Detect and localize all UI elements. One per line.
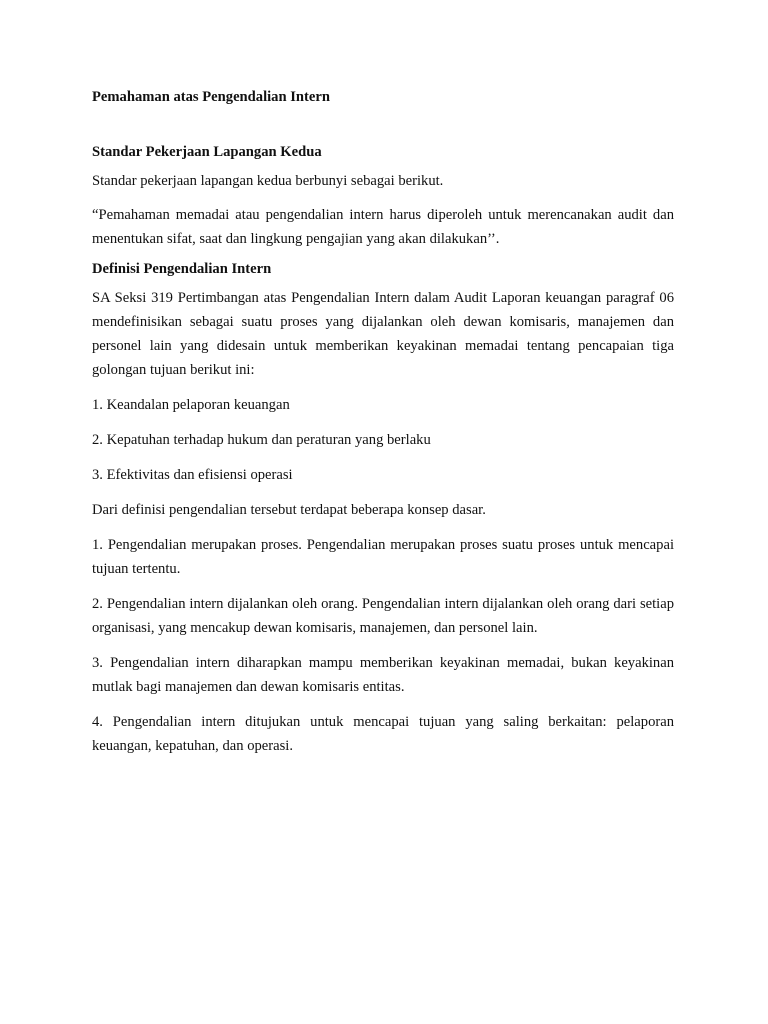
section-heading-standar: Standar Pekerjaan Lapangan Kedua [92,144,322,160]
list-item-concept: 4. Pengendalian intern ditujukan untuk mencapai tujuan yang saling berkaitan: pelaporan keuangan, kepatuhan, dan operasi. [92,714,674,754]
list-item-concept: 2. Pengendalian intern dijalankan oleh orang. Pengendalian intern dijalankan oleh orang dari setiap organisasi, yang mencakup dewan komisaris, manajemen, dan personel lain. [92,596,674,636]
list-item-goal: 2. Kepatuhan terhadap hukum dan peraturan yang berlaku [92,432,431,448]
list-item-concept: 1. Pengendalian merupakan proses. Pengendalian merupakan proses suatu proses untuk mencapai tujuan tertentu. [92,537,674,577]
list-item-goal: 3. Efektivitas dan efisiensi operasi [92,467,293,483]
list-item-goal: 1. Keandalan pelaporan keuangan [92,397,290,413]
paragraph-concepts-intro: Dari definisi pengendalian tersebut terdapat beberapa konsep dasar. [92,502,486,518]
document-title: Pemahaman atas Pengendalian Intern [92,89,330,105]
section-heading-definisi: Definisi Pengendalian Intern [92,261,272,277]
paragraph-definition: SA Seksi 319 Pertimbangan atas Pengendalian Intern dalam Audit Laporan keuangan paragraf 06 mendefinisikan sebagai suatu proses yang dijalankan oleh dewan komisaris, manajemen dan personel lain yang didesain untuk memberikan keyakinan memadai tentang pencapaian tiga golongan tujuan berikut ini: [92,290,674,378]
paragraph-quote: “Pemahaman memadai atau pengendalian intern harus diperoleh untuk merencanakan audit dan menentukan sifat, saat dan lingkung pengajian yang akan dilakukan’’. [92,207,674,247]
list-item-concept: 3. Pengendalian intern diharapkan mampu memberikan keyakinan memadai, bukan keyakinan mutlak bagi manajemen dan dewan komisaris entitas. [92,655,674,695]
paragraph-intro: Standar pekerjaan lapangan kedua berbunyi sebagai berikut. [92,173,444,189]
